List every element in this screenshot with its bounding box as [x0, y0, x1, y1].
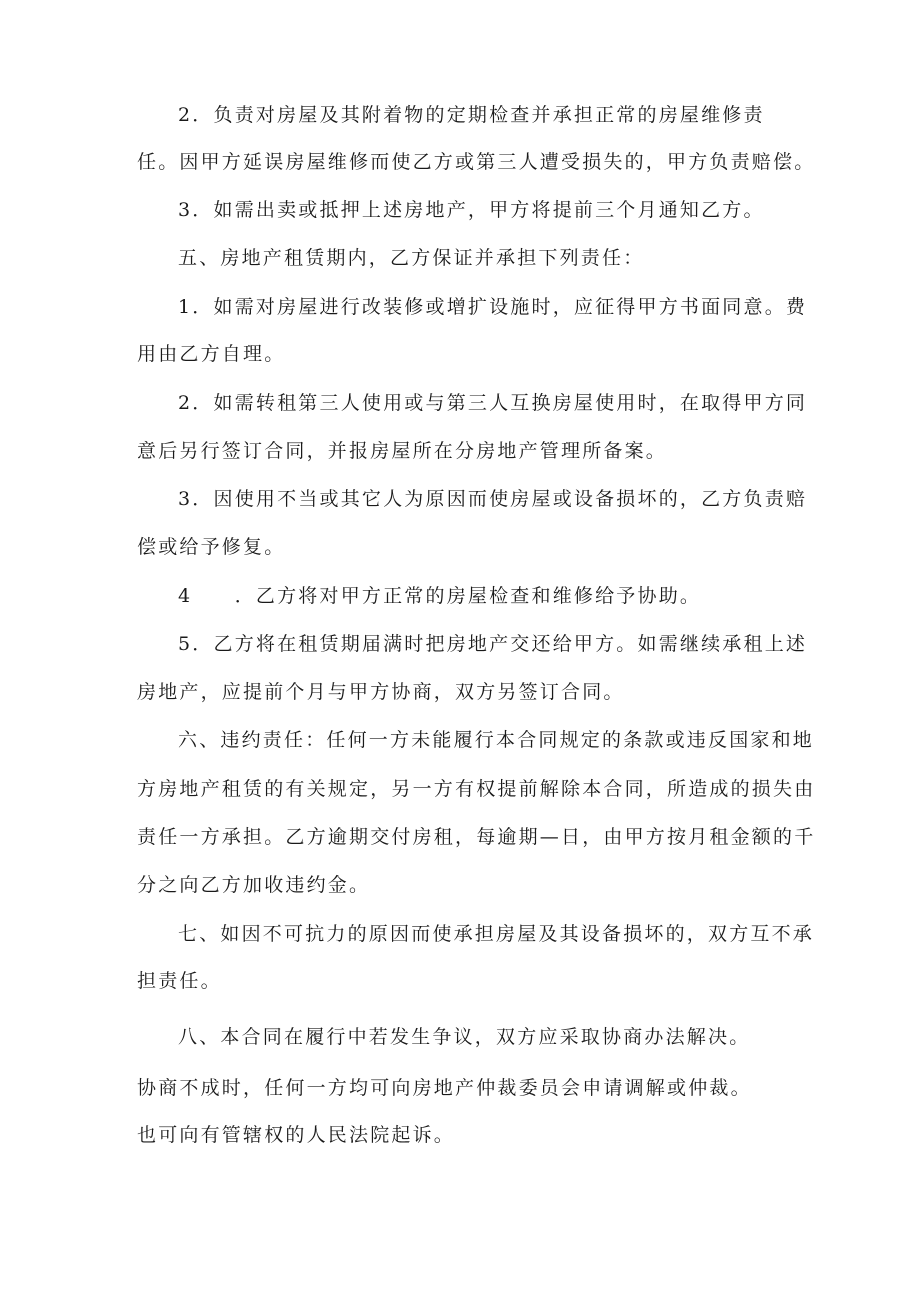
- paragraph-line: 用由乙方自理。: [137, 343, 286, 365]
- section-heading-line: 六、违约责任：任何一方未能履行本合同规定的条款或违反国家和地: [178, 729, 815, 751]
- section-heading-line: 八、本合同在履行中若发生争议，双方应采取协商办法解决。: [178, 1026, 751, 1048]
- paragraph-line: 责任一方承担。乙方逾期交付房租，每逾期—日，由甲方按月租金额的千: [137, 826, 816, 848]
- paragraph-line: 分之向乙方加收违约金。: [137, 874, 371, 896]
- paragraph-line: 方房地产租赁的有关规定，另一方有权提前解除本合同，所造成的损失由: [137, 778, 816, 800]
- paragraph-line: 任。因甲方延误房屋维修而使乙方或第三人遭受损失的，甲方负责赔偿。: [137, 151, 816, 173]
- paragraph-line: 房地产，应提前个月与甲方协商，双方另签订合同。: [137, 681, 625, 703]
- paragraph-line: 意后另行签订合同，并报房屋所在分房地产管理所备案。: [137, 440, 668, 462]
- section-heading-line: 七、如因不可抗力的原因而使承担房屋及其设备损坏的，双方互不承: [178, 923, 815, 945]
- paragraph-line: 3．因使用不当或其它人为原因而使房屋或设备损坏的，乙方负责赔: [178, 488, 808, 510]
- paragraph-line: 4 ．乙方将对甲方正常的房屋检查和维修给予协助。: [178, 585, 702, 607]
- paragraph-line: 3．如需出卖或抵押上述房地产，甲方将提前三个月通知乙方。: [178, 199, 765, 221]
- paragraph-line: 2．负责对房屋及其附着物的定期检查并承担正常的房屋维修责: [178, 104, 765, 126]
- paragraph-line: 2．如需转租第三人使用或与第三人互换房屋使用时，在取得甲方同: [178, 392, 808, 414]
- paragraph-line: 担责任。: [137, 970, 222, 992]
- section-heading-line: 五、房地产租赁期内，乙方保证并承担下列责任：: [178, 247, 645, 269]
- paragraph-line: 1．如需对房屋进行改装修或增扩设施时，应征得甲方书面同意。费: [178, 296, 808, 318]
- paragraph-line: 协商不成时，任何一方均可向房地产仲裁委员会申请调解或仲裁。: [137, 1077, 752, 1099]
- paragraph-line: 5．乙方将在租赁期届满时把房地产交还给甲方。如需继续承租上述: [178, 633, 808, 655]
- paragraph-line: 偿或给予修复。: [137, 536, 286, 558]
- paragraph-line: 也可向有管辖权的人民法院起诉。: [137, 1124, 456, 1146]
